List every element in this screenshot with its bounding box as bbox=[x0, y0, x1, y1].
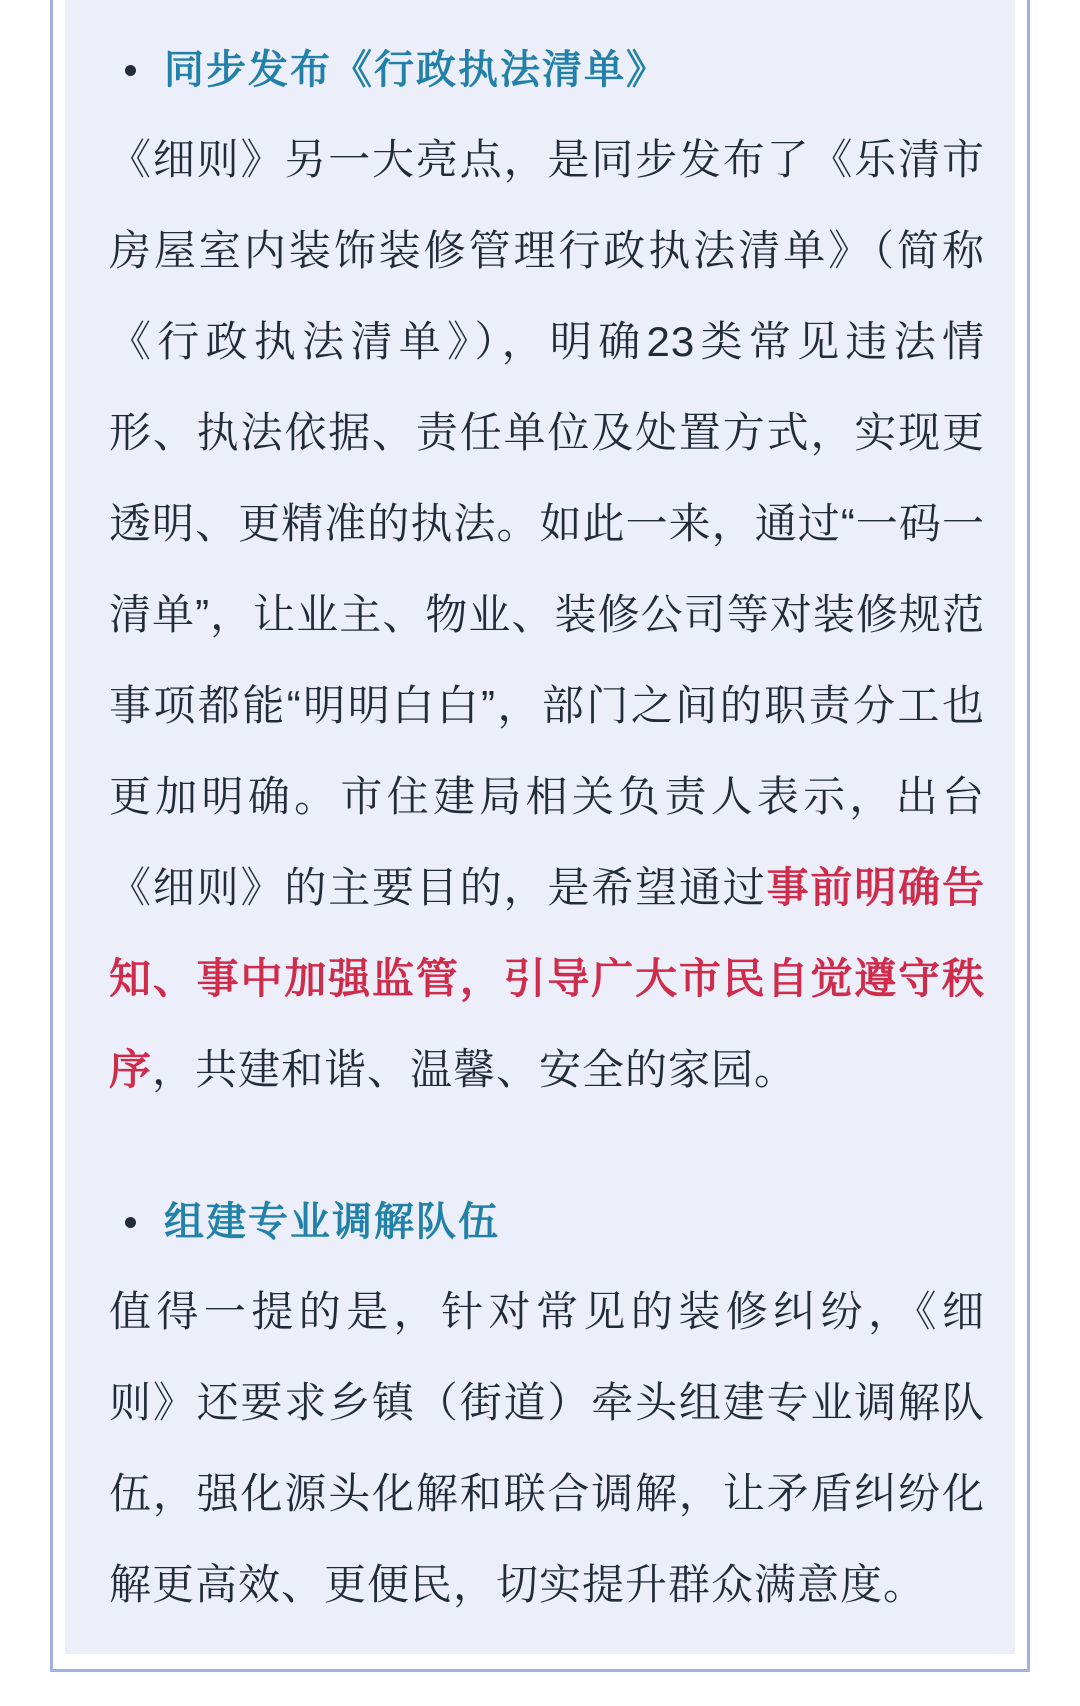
text-line bbox=[109, 114, 985, 205]
section-heading-text: 组建专业调解队伍 bbox=[164, 1200, 500, 1244]
body-text: 则》还要求乡镇（街道）牵头组建专业调解队 bbox=[109, 1379, 985, 1426]
body-text: 解更高效、更便民，切实提升群众满意度。 bbox=[109, 1561, 927, 1608]
article-card-background bbox=[65, 0, 1015, 1654]
text-line bbox=[109, 478, 985, 569]
text-line bbox=[109, 751, 985, 842]
text-line bbox=[109, 205, 985, 296]
section-paragraph bbox=[109, 1266, 985, 1630]
bullet-icon bbox=[125, 65, 136, 76]
text-line bbox=[109, 1539, 985, 1630]
text-line bbox=[109, 933, 985, 1024]
text-line bbox=[109, 1357, 985, 1448]
text-line bbox=[109, 1266, 985, 1357]
text-line bbox=[109, 660, 985, 751]
body-text: 清单”，让业主、物业、装修公司等对装修规范 bbox=[109, 591, 985, 638]
body-text: 《行政执法清单》），明确23类常见违法情 bbox=[109, 318, 985, 365]
text-line bbox=[109, 1024, 985, 1115]
article-content bbox=[65, 0, 1015, 1630]
section-heading bbox=[109, 26, 985, 114]
article-section bbox=[109, 26, 985, 1115]
body-text: 值得一提的是，针对常见的装修纠纷，《细 bbox=[109, 1288, 985, 1335]
section-heading-text: 同步发布《行政执法清单》 bbox=[164, 48, 668, 92]
article-section bbox=[109, 1178, 985, 1630]
emphasis-text: 知、事中加强监管，引导广大市民自觉遵守秩 bbox=[109, 955, 985, 1002]
article-card bbox=[50, 0, 1030, 1672]
body-text: 伍，强化源头化解和联合调解，让矛盾纠纷化 bbox=[109, 1470, 985, 1517]
body-text: 房屋室内装饰装修管理行政执法清单》（简称 bbox=[109, 227, 985, 274]
body-text: 更加明确。市住建局相关负责人表示，出台 bbox=[109, 773, 985, 820]
text-line bbox=[109, 296, 985, 387]
section-heading bbox=[109, 1178, 985, 1266]
text-line bbox=[109, 1448, 985, 1539]
text-line bbox=[109, 569, 985, 660]
body-text: 形、执法依据、责任单位及处置方式，实现更 bbox=[109, 409, 985, 456]
bullet-icon bbox=[125, 1217, 136, 1228]
body-text: 《细则》另一大亮点，是同步发布了《乐清市 bbox=[109, 136, 985, 183]
section-paragraph bbox=[109, 114, 985, 1115]
body-text: ，共建和谐、温馨、安全的家园。 bbox=[152, 1046, 798, 1093]
body-text: 事项都能“明明白白”，部门之间的职责分工也 bbox=[109, 682, 985, 729]
emphasis-text: 序 bbox=[109, 1046, 153, 1093]
body-text: 《细则》的主要目的，是希望通过 bbox=[109, 864, 767, 911]
body-text: 透明、更精准的执法。如此一来，通过“一码一 bbox=[109, 500, 985, 547]
emphasis-text: 事前明确告 bbox=[766, 864, 985, 911]
text-line bbox=[109, 842, 985, 933]
text-line bbox=[109, 387, 985, 478]
